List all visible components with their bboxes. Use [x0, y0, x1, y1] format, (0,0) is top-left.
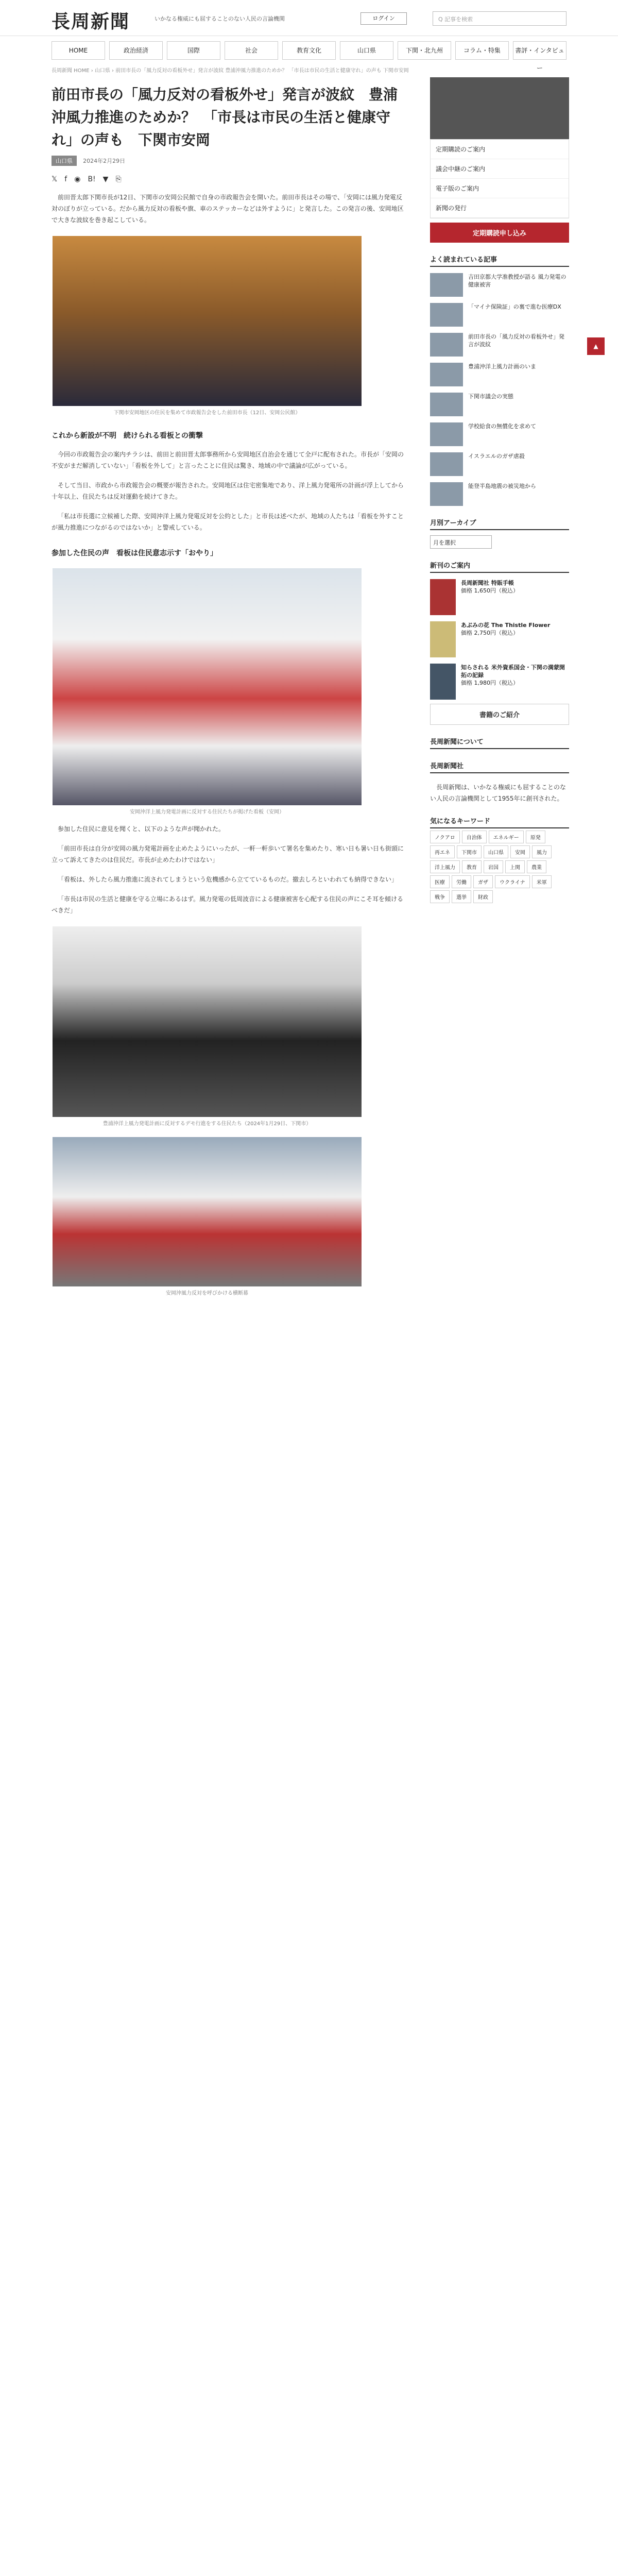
page-top-icon[interactable]: ▲ — [587, 337, 605, 355]
company-text: 長周新聞は、いかなる権威にも屈することのない人民の言論機関として1955年に創刊された。 — [430, 784, 566, 802]
tag[interactable]: ガザ — [473, 875, 493, 888]
tag[interactable]: 農業 — [527, 860, 546, 873]
figure-2-caption: 安岡沖洋上風力発電計画に反対する住民たちが掲げた看板（安岡） — [130, 809, 284, 815]
x-share-icon[interactable]: 𝕏 — [52, 175, 58, 183]
promo-broadcast[interactable]: 議会中継のご案内 — [431, 159, 569, 179]
figure-4-caption: 安岡沖風力反対を呼びかける横断幕 — [166, 1291, 248, 1296]
article-date: 2024年2月29日 — [83, 158, 126, 164]
tag[interactable]: 戦争 — [430, 890, 450, 903]
article-lead: 前田晋太郎下関市長が12日、下関市の安岡公民館で自身の市政報告会を開いた。前田市長はその場で、「安岡には風力発電反対のぼりが立っている。だから風力反対の看板や旗、車のステッカーなどは外すように」と発言した。この発言の後、安岡地区で大きな波紋を巻き起こしている。 — [52, 194, 404, 224]
figure-1 — [53, 236, 362, 416]
section-heading-1: これから新設が不明 続けられる看板との衝撃 — [52, 432, 203, 440]
paragraph: 「看板は、外したら風力推進に流されてしまうという危機感から立てているものだ。撤去しろといわれても納得できない」 — [58, 876, 398, 883]
figure-3 — [53, 926, 362, 1127]
paragraph: 「市長は市民の生活と健康を守る立場にあるはず。風力発電の低周波音による健康被害を心配する住民の声にこそ耳を傾けるべきだ」 — [52, 895, 404, 914]
nav-item-international[interactable]: 国際 — [167, 41, 220, 60]
tag[interactable]: 洋上風力 — [430, 860, 460, 873]
category-badge[interactable]: 山口県 — [52, 156, 77, 166]
paragraph: 参加した住民に意見を聞くと、以下のような声が聞かれた。 — [58, 825, 225, 833]
popular-item[interactable] — [430, 363, 569, 386]
tag[interactable]: 財政 — [473, 890, 493, 903]
promo-links — [430, 139, 569, 218]
tag[interactable]: 医療 — [430, 875, 450, 888]
popular-item-title[interactable]: 能登半島地震の被災地から — [468, 483, 536, 489]
site-tagline: いかなる権威にも屈することのない人民の言論機関 — [154, 15, 285, 22]
tag[interactable]: ウクライナ — [495, 875, 530, 888]
promo-digital[interactable]: 電子版のご案内 — [431, 179, 569, 198]
books-all-button[interactable]: 書籍のご紹介 — [430, 704, 569, 725]
company-title: 長周新聞社 — [430, 760, 569, 773]
figure-2 — [53, 568, 362, 815]
site-logo[interactable]: 長周新聞 — [52, 11, 130, 32]
book-title[interactable]: 知らされる 米外資系国会・下関の満蒙開拓の記録 — [461, 664, 565, 679]
share-bar — [52, 175, 407, 183]
tag[interactable]: 原発 — [526, 831, 545, 843]
about-title: 長周新聞について — [430, 736, 569, 749]
book-price: 価格 1,650円（税込） — [461, 587, 519, 594]
archive-title: 月別アーカイブ — [430, 517, 569, 530]
nav-item-column[interactable]: コラム・特集 — [455, 41, 509, 60]
book-price: 価格 1,980円（税込） — [461, 680, 519, 686]
paragraph: 「私は市長選に立候補した際、安岡沖洋上風力発電反対を公約とした」と市長は述べたが、地域の人たちは「看板を外すことが風力推進につながるのではないか」と警戒している。 — [52, 513, 404, 531]
popular-item-title[interactable]: 豊浦沖洋上風力計画のいま — [468, 363, 536, 370]
tag[interactable]: ノクアロ — [430, 831, 460, 843]
subscribe-button[interactable]: 定期購読申し込み — [430, 223, 569, 243]
book-title[interactable]: あぶみの花 The Thistle Flower — [461, 622, 551, 629]
figure-4 — [53, 1137, 362, 1296]
meeting-photo — [53, 236, 362, 406]
promo-issue[interactable]: 新聞の発行 — [431, 198, 569, 218]
tag[interactable]: 安岡 — [510, 845, 530, 858]
book-title[interactable]: 長周新聞社 特販手帳 — [461, 580, 514, 586]
tags-title: 気になるキーワード — [430, 816, 569, 828]
paragraph: 「前田市長は自分が安岡の風力発電計画を止めたようにいったが、一軒一軒歩いて署名を集めたり、寒い日も暑い日も街頭に立って訴えてきたのは住民だ。市長が止めたわけではない」 — [52, 845, 404, 863]
promo-subscribe[interactable]: 定期購読のご案内 — [431, 140, 569, 159]
popular-item-title[interactable]: 前田市長の「風力反対の看板外せ」発言が波紋 — [468, 333, 564, 348]
popular-item[interactable] — [430, 452, 569, 476]
popular-item[interactable] — [430, 333, 569, 357]
popular-item-title[interactable]: 吉田京都大学准教授が語る 風力発電の健康被害 — [468, 274, 566, 288]
popular-item[interactable] — [430, 303, 569, 327]
popular-item[interactable] — [430, 422, 569, 446]
paragraph: 今回の市政報告会の案内チラシは、前田と前田晋太郎事務所から安岡地区自治会を通じて全戸に配布された。市長が「安岡の不安がまだ解消していない」「看板を外して」と言ったことに住民は驚き、地域の中で議論が広がっている。 — [52, 451, 404, 469]
section-heading-2: 参加した住民の声 看板は住民意志示す「おやり」 — [52, 549, 217, 557]
tag[interactable]: 上関 — [505, 860, 525, 873]
tag[interactable]: 風力 — [532, 845, 552, 858]
tag[interactable]: 岩国 — [484, 860, 503, 873]
book-price: 価格 2,750円（税込） — [461, 630, 519, 636]
popular-item[interactable] — [430, 273, 569, 297]
figure-3-caption: 豊浦沖洋上風力発電計画に反対するデモ行進をする住民たち（2024年1月29日、下関市） — [102, 1121, 312, 1127]
login-button[interactable]: ログイン — [360, 12, 407, 25]
book-item[interactable] — [430, 579, 569, 615]
pocket-share-icon[interactable]: ▼ — [102, 175, 109, 183]
tag-cloud — [430, 828, 569, 903]
figure-1-caption: 下関市安岡地区の住民を集めて市政報告会をした前田市長（12日、安岡公民館） — [113, 410, 301, 416]
book-item[interactable] — [430, 664, 569, 700]
nav-item-home[interactable]: HOME — [52, 41, 105, 60]
nav-item-yamaguchi[interactable]: 山口県 — [340, 41, 393, 60]
nav-item-culture[interactable]: 教育文化 — [282, 41, 336, 60]
tag[interactable]: 下関市 — [457, 845, 482, 858]
article-title: 前田市長の「風力反対の看板外せ」発言が波紋 豊浦沖風力推進のためか？ 「市長は市民の生活と健康守れ」の声も 下関市安岡 — [52, 86, 398, 148]
tag[interactable]: 再エネ — [430, 845, 455, 858]
tag[interactable]: 労働 — [452, 875, 471, 888]
search-input[interactable]: Q 記事を検索 — [433, 11, 566, 26]
popular-item-title[interactable]: 学校給食の無償化を求めて — [468, 423, 536, 430]
nav-item-review[interactable]: 書評・インタビュー — [513, 41, 566, 60]
paragraph: そして当日、市政から市政報告会の概要が報告された。安岡地区は住宅密集地であり、洋上風力発電所の計画が浮上してから十年以上、住民たちは反対運動を続けてきた。 — [52, 482, 404, 500]
tag[interactable]: 山口県 — [484, 845, 508, 858]
archive-select[interactable]: 月を選択 — [430, 535, 492, 549]
site-header — [0, 0, 618, 36]
tag[interactable]: 選挙 — [452, 890, 471, 903]
signboard-photo — [53, 568, 362, 805]
article — [52, 77, 407, 1296]
tag[interactable]: 自治体 — [462, 831, 487, 843]
demonstration-photo — [53, 926, 362, 1117]
banner-photo — [53, 1137, 362, 1286]
popular-item-title[interactable]: イスラエルのガザ虐殺 — [468, 453, 525, 460]
popular-item-title[interactable]: 「マイナ保険証」の裏で進む医療DX — [468, 303, 561, 310]
popular-title: よく読まれている記事 — [430, 254, 569, 267]
books-title: 新刊のご案内 — [430, 560, 569, 573]
popular-item[interactable] — [430, 482, 569, 506]
nav-item-politics[interactable]: 政治経済 — [109, 41, 163, 60]
facebook-share-icon[interactable]: f — [64, 175, 67, 183]
copy-link-icon[interactable]: ⎘ — [115, 175, 122, 183]
line-share-icon[interactable]: ◉ — [74, 175, 81, 183]
popular-item[interactable] — [430, 393, 569, 416]
hatena-share-icon[interactable]: B! — [88, 175, 96, 183]
breadcrumb[interactable]: 長周新聞 HOME › 山口県 › 前田市長の「風力反対の看板外せ」発言が波紋 豊浦沖風力推進のためか？ 「市長は市民の生活と健康守れ」の声も 下関市安岡 — [52, 68, 409, 74]
book-item[interactable] — [430, 621, 569, 657]
popular-item-title[interactable]: 下関市議会の実態 — [468, 393, 513, 400]
nav-item-society[interactable]: 社会 — [225, 41, 278, 60]
nav-item-shimonoseki[interactable]: 下関・北九州 — [398, 41, 451, 60]
sidebar-banner[interactable] — [430, 77, 569, 139]
tag[interactable]: 教育 — [462, 860, 482, 873]
tag[interactable]: エネルギー — [489, 831, 524, 843]
tag[interactable]: 米軍 — [532, 875, 552, 888]
sidebar — [430, 77, 569, 903]
